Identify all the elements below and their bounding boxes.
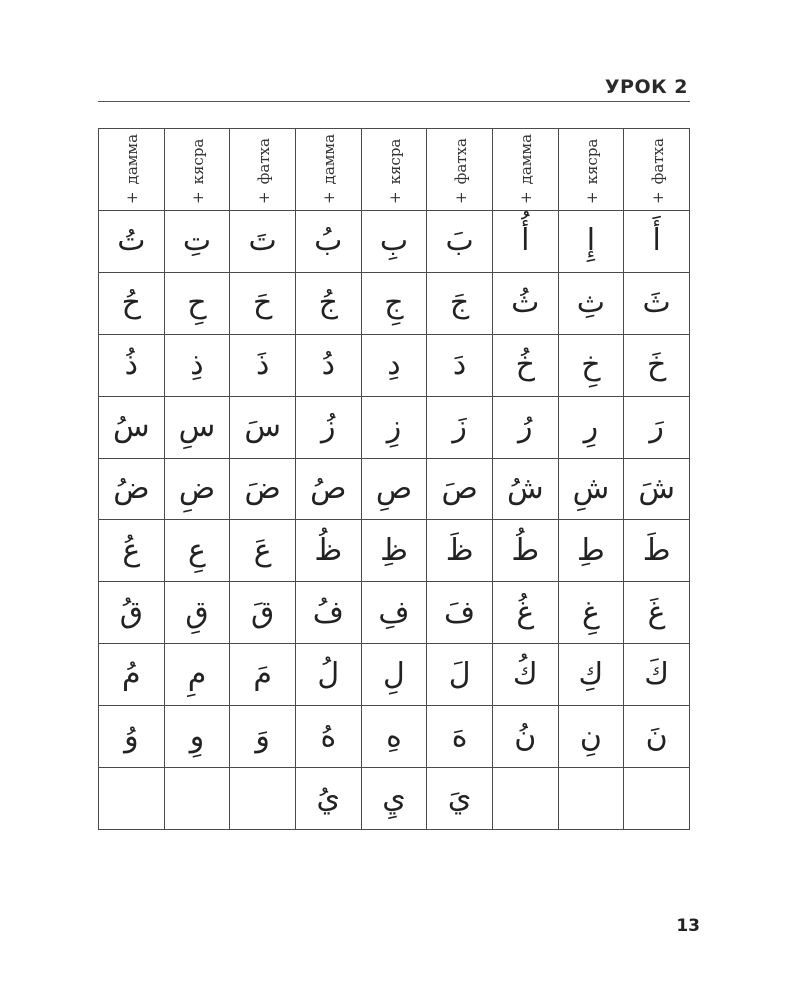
table-cell [164, 768, 230, 830]
letter-glyph: نُ [514, 718, 537, 754]
table-cell [164, 396, 230, 458]
letter-glyph: ذُ [124, 347, 138, 383]
letter-glyph: وَ [255, 718, 270, 754]
table-cell [492, 520, 558, 582]
table-cell [624, 458, 690, 520]
table-cell [164, 211, 230, 273]
column-header [427, 129, 493, 211]
table-cell [361, 272, 427, 334]
table-cell [164, 520, 230, 582]
letter-glyph: هِ [386, 718, 402, 754]
letter-glyph: كَ [644, 656, 669, 692]
letter-vowel-table [98, 128, 690, 830]
table-row [99, 520, 690, 582]
table-cell [164, 272, 230, 334]
letter-glyph: ثِ [576, 285, 606, 321]
table-cell [230, 458, 296, 520]
table-row [99, 211, 690, 273]
column-header-wrap [99, 133, 164, 210]
letter-glyph: رُ [518, 409, 533, 445]
plus-sign: + [582, 191, 601, 204]
column-header [361, 129, 427, 211]
column-header-text [255, 138, 273, 204]
lesson-title: УРОК 2 [604, 76, 688, 98]
table-cell [624, 272, 690, 334]
letter-glyph: سِ [178, 409, 216, 445]
table-cell [624, 644, 690, 706]
table-cell [295, 458, 361, 520]
letter-glyph: رِ [583, 409, 599, 445]
letter-glyph: جِ [384, 285, 404, 321]
table-row [99, 458, 690, 520]
letter-glyph: صُ [310, 471, 347, 506]
table-cell [427, 768, 493, 830]
table-cell [427, 272, 493, 334]
table-cell [492, 768, 558, 830]
letter-glyph: يُ [316, 780, 341, 816]
table-cell [295, 768, 361, 830]
table-cell [492, 211, 558, 273]
table-cell [427, 582, 493, 644]
letter-glyph: فُ [312, 594, 344, 630]
table-cell [164, 706, 230, 768]
table-cell [295, 334, 361, 396]
table-cell [427, 520, 493, 582]
table-row [99, 706, 690, 768]
table-cell [295, 396, 361, 458]
table-cell [164, 644, 230, 706]
column-header [230, 129, 296, 211]
letter-glyph: حَ [252, 285, 273, 321]
table-cell [361, 211, 427, 273]
plus-sign: + [188, 191, 207, 204]
column-header-text [320, 134, 338, 204]
table-cell [295, 520, 361, 582]
table-cell [230, 644, 296, 706]
table-cell [558, 644, 624, 706]
table-row [99, 334, 690, 396]
column-header-wrap [493, 133, 558, 210]
letter-glyph: صِ [375, 471, 413, 506]
table-cell [230, 768, 296, 830]
table-cell [99, 644, 165, 706]
table-cell [427, 396, 493, 458]
letter-glyph: قَ [251, 594, 275, 630]
letter-glyph: رَ [649, 409, 664, 445]
table-cell [230, 582, 296, 644]
column-header-text [583, 139, 601, 204]
letter-glyph: طَ [642, 532, 671, 568]
column-header-wrap [427, 138, 492, 210]
column-header-text [452, 138, 470, 204]
column-header-wrap [362, 138, 427, 210]
table-cell [230, 520, 296, 582]
table-cell [624, 396, 690, 458]
letter-glyph: أَ [652, 223, 661, 259]
column-header [492, 129, 558, 211]
letter-glyph: ظِ [380, 532, 408, 568]
table-cell [492, 582, 558, 644]
table-cell [558, 706, 624, 768]
table-cell [558, 520, 624, 582]
table-cell [164, 582, 230, 644]
table-cell [99, 706, 165, 768]
column-header-text [189, 139, 207, 204]
column-header [558, 129, 624, 211]
table-cell [558, 396, 624, 458]
letter-glyph: حِ [187, 285, 207, 321]
letter-glyph: سُ [113, 409, 150, 445]
letter-glyph: لُ [317, 656, 340, 692]
letter-glyph: وِ [189, 718, 205, 754]
table-cell [492, 396, 558, 458]
letter-glyph: دِ [387, 347, 401, 383]
vowel-label: фатха [648, 138, 667, 185]
letter-glyph: غِ [581, 594, 600, 630]
table-cell [624, 706, 690, 768]
column-header-wrap [296, 133, 361, 210]
letter-glyph: عَ [253, 532, 272, 568]
table-cell [427, 211, 493, 273]
letter-glyph: يَ [447, 780, 472, 816]
table-cell [558, 272, 624, 334]
letter-glyph: نِ [579, 718, 602, 754]
letter-glyph: يِ [382, 780, 406, 816]
table-cell [99, 211, 165, 273]
table-row [99, 396, 690, 458]
vowel-label: дамма [517, 133, 536, 185]
letter-glyph: إِ [586, 223, 596, 259]
letter-glyph: دَ [452, 347, 467, 383]
letter-glyph: ذَ [255, 347, 270, 383]
letter-glyph: عُ [122, 532, 141, 568]
letter-glyph: أُ [521, 223, 530, 259]
letter-glyph: خِ [581, 347, 601, 383]
letter-glyph: خَ [646, 347, 667, 383]
table-cell [361, 396, 427, 458]
table-cell [427, 334, 493, 396]
table-cell [492, 458, 558, 520]
letter-glyph: صَ [441, 471, 478, 506]
letter-glyph: ضَ [244, 471, 281, 506]
table-cell [492, 272, 558, 334]
table-cell [164, 458, 230, 520]
letter-glyph: بَ [445, 223, 474, 259]
column-header [295, 129, 361, 211]
table-cell [624, 211, 690, 273]
vowel-label: дамма [320, 133, 339, 185]
letter-glyph: فِ [378, 594, 410, 630]
letter-glyph: ظَ [445, 532, 474, 568]
table-cell [99, 272, 165, 334]
column-header [99, 129, 165, 211]
letter-glyph: ثُ [511, 285, 540, 321]
table-cell [99, 768, 165, 830]
column-header-wrap [559, 138, 624, 210]
table-row [99, 644, 690, 706]
letter-glyph: طُ [511, 532, 540, 568]
table-cell [361, 520, 427, 582]
table-cell [427, 706, 493, 768]
table-cell [492, 334, 558, 396]
table-cell [624, 334, 690, 396]
letter-glyph: زِ [386, 409, 402, 445]
letter-glyph: لِ [383, 656, 405, 692]
letter-glyph: جَ [449, 285, 470, 321]
vowel-label: дамма [123, 133, 142, 185]
header-divider [98, 101, 690, 102]
vowel-label: кясра [188, 138, 207, 185]
table-cell [361, 334, 427, 396]
table-cell [230, 396, 296, 458]
letter-glyph: فَ [444, 594, 476, 630]
letter-glyph: ذِ [190, 347, 204, 383]
letter-glyph: حُ [121, 285, 142, 321]
letter-glyph: بِ [379, 223, 409, 259]
table-cell [99, 334, 165, 396]
column-header-wrap [624, 138, 689, 210]
table-cell [361, 706, 427, 768]
letter-glyph: سَ [244, 409, 281, 445]
table-cell [361, 458, 427, 520]
column-header-text [517, 134, 535, 204]
letter-glyph: ضُ [113, 471, 150, 506]
column-header-text [649, 138, 667, 204]
table-cell [99, 396, 165, 458]
letter-glyph: ضِ [178, 471, 216, 506]
table-cell [361, 582, 427, 644]
letter-glyph: خُ [515, 347, 535, 383]
letter-glyph: ثَ [642, 285, 671, 321]
table-cell [624, 520, 690, 582]
table-cell [558, 211, 624, 273]
plus-sign: + [451, 191, 470, 204]
column-header [624, 129, 690, 211]
letter-glyph: تُ [117, 223, 146, 259]
table-cell [558, 582, 624, 644]
plus-sign: + [648, 191, 667, 204]
table-header-row [99, 129, 690, 211]
table-row [99, 272, 690, 334]
table-cell [99, 458, 165, 520]
letter-glyph: هَ [451, 718, 468, 754]
table-cell [361, 768, 427, 830]
table-cell [427, 644, 493, 706]
letter-glyph: ظُ [314, 532, 343, 568]
table-cell [230, 211, 296, 273]
letter-glyph: قِ [185, 594, 209, 630]
table-cell [558, 458, 624, 520]
table-cell [624, 768, 690, 830]
vowel-label: кясра [582, 138, 601, 185]
table-cell [295, 582, 361, 644]
table-cell [295, 644, 361, 706]
plus-sign: + [385, 191, 404, 204]
table-cell [295, 706, 361, 768]
table-cell [164, 334, 230, 396]
letter-glyph: طِ [577, 532, 605, 568]
table-cell [99, 520, 165, 582]
letter-glyph: مُ [122, 656, 141, 692]
plus-sign: + [517, 191, 536, 204]
letter-glyph: وُ [124, 718, 139, 754]
column-header-text [386, 139, 404, 204]
letter-glyph: زَ [452, 409, 467, 445]
table-cell [558, 334, 624, 396]
table-cell [230, 706, 296, 768]
letter-glyph: غَ [647, 594, 666, 630]
letter-glyph: هُ [320, 718, 337, 754]
column-header-text [123, 134, 141, 204]
letter-glyph: تِ [182, 223, 212, 259]
table-cell [427, 458, 493, 520]
letter-glyph: قُ [119, 594, 143, 630]
letter-glyph: شِ [572, 471, 610, 506]
table-cell [295, 272, 361, 334]
column-header-wrap [165, 138, 230, 210]
letter-glyph: مِ [187, 656, 207, 692]
vowel-label: фатха [451, 138, 470, 185]
table-cell [230, 272, 296, 334]
letter-glyph: دُ [321, 347, 335, 383]
letter-glyph: نَ [645, 718, 668, 754]
column-header-wrap [230, 138, 295, 210]
table-cell [624, 582, 690, 644]
table-cell [99, 582, 165, 644]
vowel-label: кясра [385, 138, 404, 185]
table-row [99, 768, 690, 830]
letter-glyph: شَ [638, 471, 675, 506]
letter-glyph: جُ [318, 285, 338, 321]
letter-glyph: تَ [248, 223, 277, 259]
letter-glyph: بُ [314, 223, 343, 259]
letter-glyph: مَ [253, 656, 272, 692]
table-cell [492, 644, 558, 706]
plus-sign: + [254, 191, 273, 204]
page-number: 13 [676, 916, 700, 936]
table-cell [361, 644, 427, 706]
table-row [99, 582, 690, 644]
table-cell [558, 768, 624, 830]
letter-glyph: غُ [516, 594, 535, 630]
column-header [164, 129, 230, 211]
table-cell [492, 706, 558, 768]
plus-sign: + [123, 191, 142, 204]
letter-glyph: كُ [512, 656, 538, 692]
vowel-label: фатха [254, 138, 273, 185]
letter-glyph: زُ [321, 409, 336, 445]
letter-glyph: شُ [506, 471, 544, 506]
letter-glyph: كِ [578, 656, 604, 692]
letter-glyph: لَ [448, 656, 471, 692]
table-cell [230, 334, 296, 396]
letter-glyph: عِ [188, 532, 206, 568]
plus-sign: + [320, 191, 339, 204]
table-cell [295, 211, 361, 273]
